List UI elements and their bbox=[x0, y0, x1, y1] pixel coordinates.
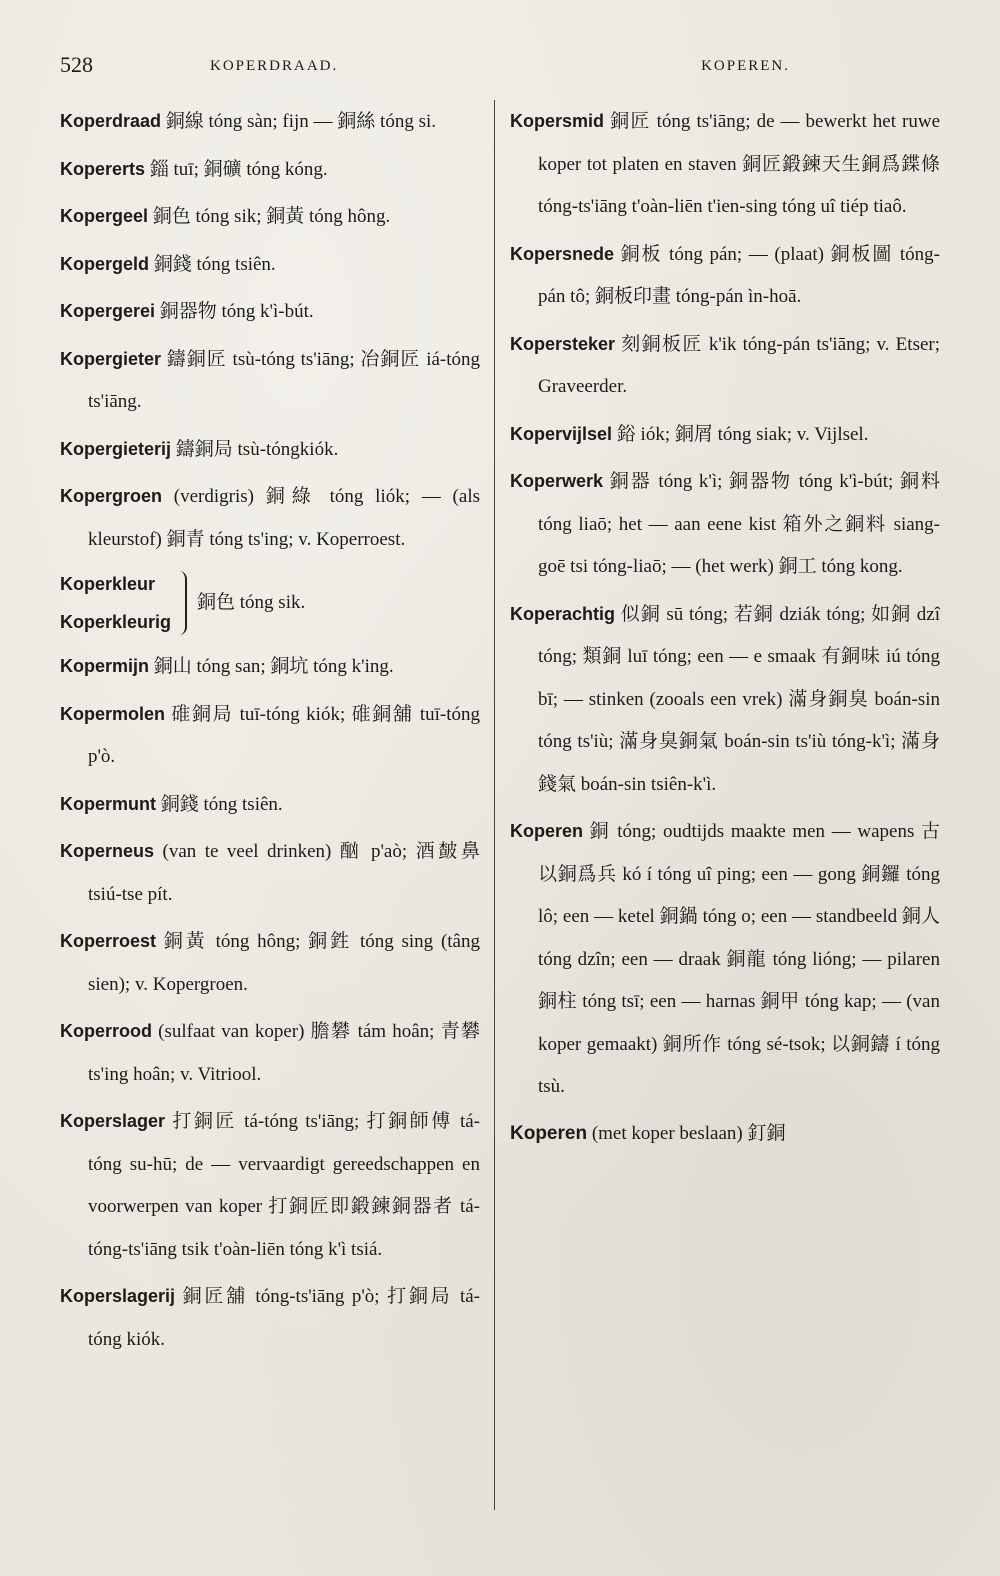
entry bbox=[60, 195, 480, 239]
entry bbox=[60, 1010, 480, 1096]
left-column bbox=[60, 100, 480, 1536]
headword: Kopergieterij bbox=[60, 438, 172, 459]
headword: Koperrood bbox=[60, 1021, 152, 1041]
right-running-head: KOPEREN. bbox=[701, 58, 790, 74]
headword: Koperen bbox=[510, 1122, 588, 1144]
definition: 打銅匠 tá-tóng ts'iāng; 打銅師傅 tá-tóng su-hū; de — vervaardigt gereedschappen en voorwerpen van koper 打銅匠即鍛鍊銅器者 tá-tóng-ts'iāng tsik t'oàn-liēn tóng k'ì tsiá. bbox=[88, 1111, 481, 1260]
headword: Koperroest bbox=[60, 931, 157, 951]
headword: Kopersnede bbox=[510, 243, 615, 264]
entry bbox=[60, 920, 480, 1006]
headword: Kopermunt bbox=[60, 793, 156, 814]
definition: 銅 tóng; oudtijds maakte men — wapens 古以銅爲兵 kó í tóng uî ping; een — gong 銅鑼 tóng lô; een — ketel 銅鍋 tóng o; een — standbeeld 銅人 tóng dzîn; een — draak 銅龍 tóng lióng; — pilaren 銅柱 tóng tsī; een — harnas 銅甲 tóng kap; — (van koper gemaakt) 銅所作 tóng sé-tsok; 以銅鑄 í tóng tsù. bbox=[538, 821, 940, 1097]
headword: Koperkleur bbox=[60, 574, 156, 594]
entry bbox=[60, 148, 480, 192]
entry bbox=[510, 810, 940, 1109]
definition: 鋊 iók; 銅屑 tóng siak; v. Vijlsel. bbox=[616, 423, 869, 445]
headword: Kopergeld bbox=[60, 253, 150, 274]
headword: Koperneus bbox=[60, 841, 155, 861]
definition: 錙 tuī; 銅礦 tóng kóng. bbox=[149, 158, 328, 180]
left-running-head: KOPERDRAAD. bbox=[210, 58, 339, 74]
entry bbox=[510, 413, 940, 457]
right-column bbox=[510, 100, 940, 1536]
definition: (met koper beslaan) 釘銅 bbox=[591, 1122, 786, 1144]
page-header bbox=[60, 52, 940, 82]
entry bbox=[60, 290, 480, 334]
entry bbox=[60, 243, 480, 287]
headword: Koperdraad bbox=[60, 111, 162, 131]
definition: 銅黃 tóng hông; 銅鉎 tóng sing (tâng sien); v. Kopergroen. bbox=[88, 931, 480, 995]
definition: 銅板 tóng pán; — (plaat) 銅板圖 tóng-pán tô; 銅板印畫 tóng-pán ìn-hoā. bbox=[538, 243, 941, 307]
headword-pair bbox=[60, 565, 171, 641]
headword: Kopersteker bbox=[510, 333, 616, 354]
entry-brace-group bbox=[60, 565, 480, 641]
definition: 刻銅板匠 k'ik tóng-pán ts'iāng; v. Etser; Graveerder. bbox=[538, 333, 941, 397]
definition: (van te veel drinken) 酗 p'aò; 酒皶鼻 tsiú-tse pít. bbox=[88, 841, 481, 905]
definition: 碓銅局 tuī-tóng kiók; 碓銅舖 tuī-tóng p'ò. bbox=[88, 703, 480, 767]
entry bbox=[60, 428, 480, 472]
entry bbox=[510, 233, 940, 319]
entry bbox=[60, 100, 480, 144]
entry bbox=[60, 783, 480, 827]
headword: Kopergerei bbox=[60, 301, 156, 321]
entry bbox=[60, 830, 480, 916]
headword: Koperwerk bbox=[510, 471, 604, 491]
headword: Kopermijn bbox=[60, 656, 150, 676]
entry bbox=[60, 693, 480, 779]
headword: Kopererts bbox=[60, 158, 146, 179]
definition: 銅匠舖 tóng-ts'iāng p'ò; 打銅局 tá-tóng kiók. bbox=[88, 1286, 481, 1350]
entry bbox=[60, 1100, 480, 1271]
headword: Kopergeel bbox=[60, 206, 149, 226]
entry bbox=[510, 460, 940, 589]
headword: Koperslager bbox=[60, 1111, 166, 1131]
definition: 銅山 tóng san; 銅坑 tóng k'ing. bbox=[153, 656, 394, 677]
entry bbox=[60, 645, 480, 689]
headword: Kopervijlsel bbox=[510, 423, 613, 444]
definition: (sulfaat van koper) 膽礬 tám hoân; 青礬 ts'ing hoân; v. Vitriool. bbox=[88, 1021, 480, 1085]
definition: 鑄銅匠 tsù-tóng ts'iāng; 冶銅匠 iá-tóng ts'iāng. bbox=[88, 348, 481, 412]
entry bbox=[510, 100, 940, 229]
headword: Kopermolen bbox=[60, 703, 166, 724]
headword: Kopergieter bbox=[60, 348, 162, 369]
entry bbox=[60, 1275, 480, 1361]
definition: 銅器物 tóng k'ì-bút. bbox=[159, 301, 314, 322]
entry bbox=[60, 475, 480, 561]
definition: 銅色 tóng sik; 銅黃 tóng hông. bbox=[152, 206, 391, 227]
definition: 銅匠 tóng ts'iāng; de — bewerkt het ruwe koper tot platen en staven 銅匠鍛鍊天生銅爲鍱條 tóng-ts'iāng t'oàn-liēn t'ien-sing tóng uî tiép tiaô. bbox=[538, 111, 941, 217]
definition: (verdigris) 銅綠 tóng liók; — (als kleurstof) 銅青 tóng ts'ing; v. Koperroest. bbox=[88, 486, 480, 550]
definition: 銅線 tóng sàn; fijn — 銅絲 tóng si. bbox=[165, 111, 437, 132]
entry bbox=[60, 338, 480, 424]
headword: Koperen bbox=[510, 821, 584, 841]
headword: Koperkleurig bbox=[60, 612, 172, 632]
column-divider bbox=[494, 100, 495, 1510]
entry bbox=[510, 1113, 940, 1156]
headword: Koperslagerij bbox=[60, 1286, 176, 1306]
definition: 銅錢 tóng tsiên. bbox=[160, 793, 283, 815]
headword: Kopergroen bbox=[60, 486, 163, 506]
headword: Koperachtig bbox=[510, 603, 616, 624]
brace bbox=[177, 571, 187, 635]
page-number: 528 bbox=[60, 52, 93, 77]
entry bbox=[510, 323, 940, 409]
definition: 鑄銅局 tsù-tóngkiók. bbox=[175, 438, 339, 460]
entry bbox=[510, 593, 940, 807]
definition: 似銅 sū tóng; 若銅 dziák tóng; 如銅 dzî tóng; 類銅 luī tóng; een — e smaak 有銅味 iú tóng bī; — stinken (zooals een vrek) 滿身銅臭 boán-sin tóng ts'iù; 滿身臭銅氣 boán-sin ts'iù tóng-k'ì; 滿身錢氣 boán-sin tsiên-k'ì. bbox=[538, 603, 941, 795]
definition: 銅錢 tóng tsiên. bbox=[153, 253, 276, 275]
definition: 銅色 tóng sik. bbox=[197, 591, 306, 613]
headword: Kopersmid bbox=[510, 111, 605, 131]
definition: 銅器 tóng k'ì; 銅器物 tóng k'ì-bút; 銅料 tóng liaō; het — aan eene kist 箱外之銅料 siang-goē tsi tóng-liaō; — (het werk) 銅工 tóng kong. bbox=[538, 471, 940, 577]
